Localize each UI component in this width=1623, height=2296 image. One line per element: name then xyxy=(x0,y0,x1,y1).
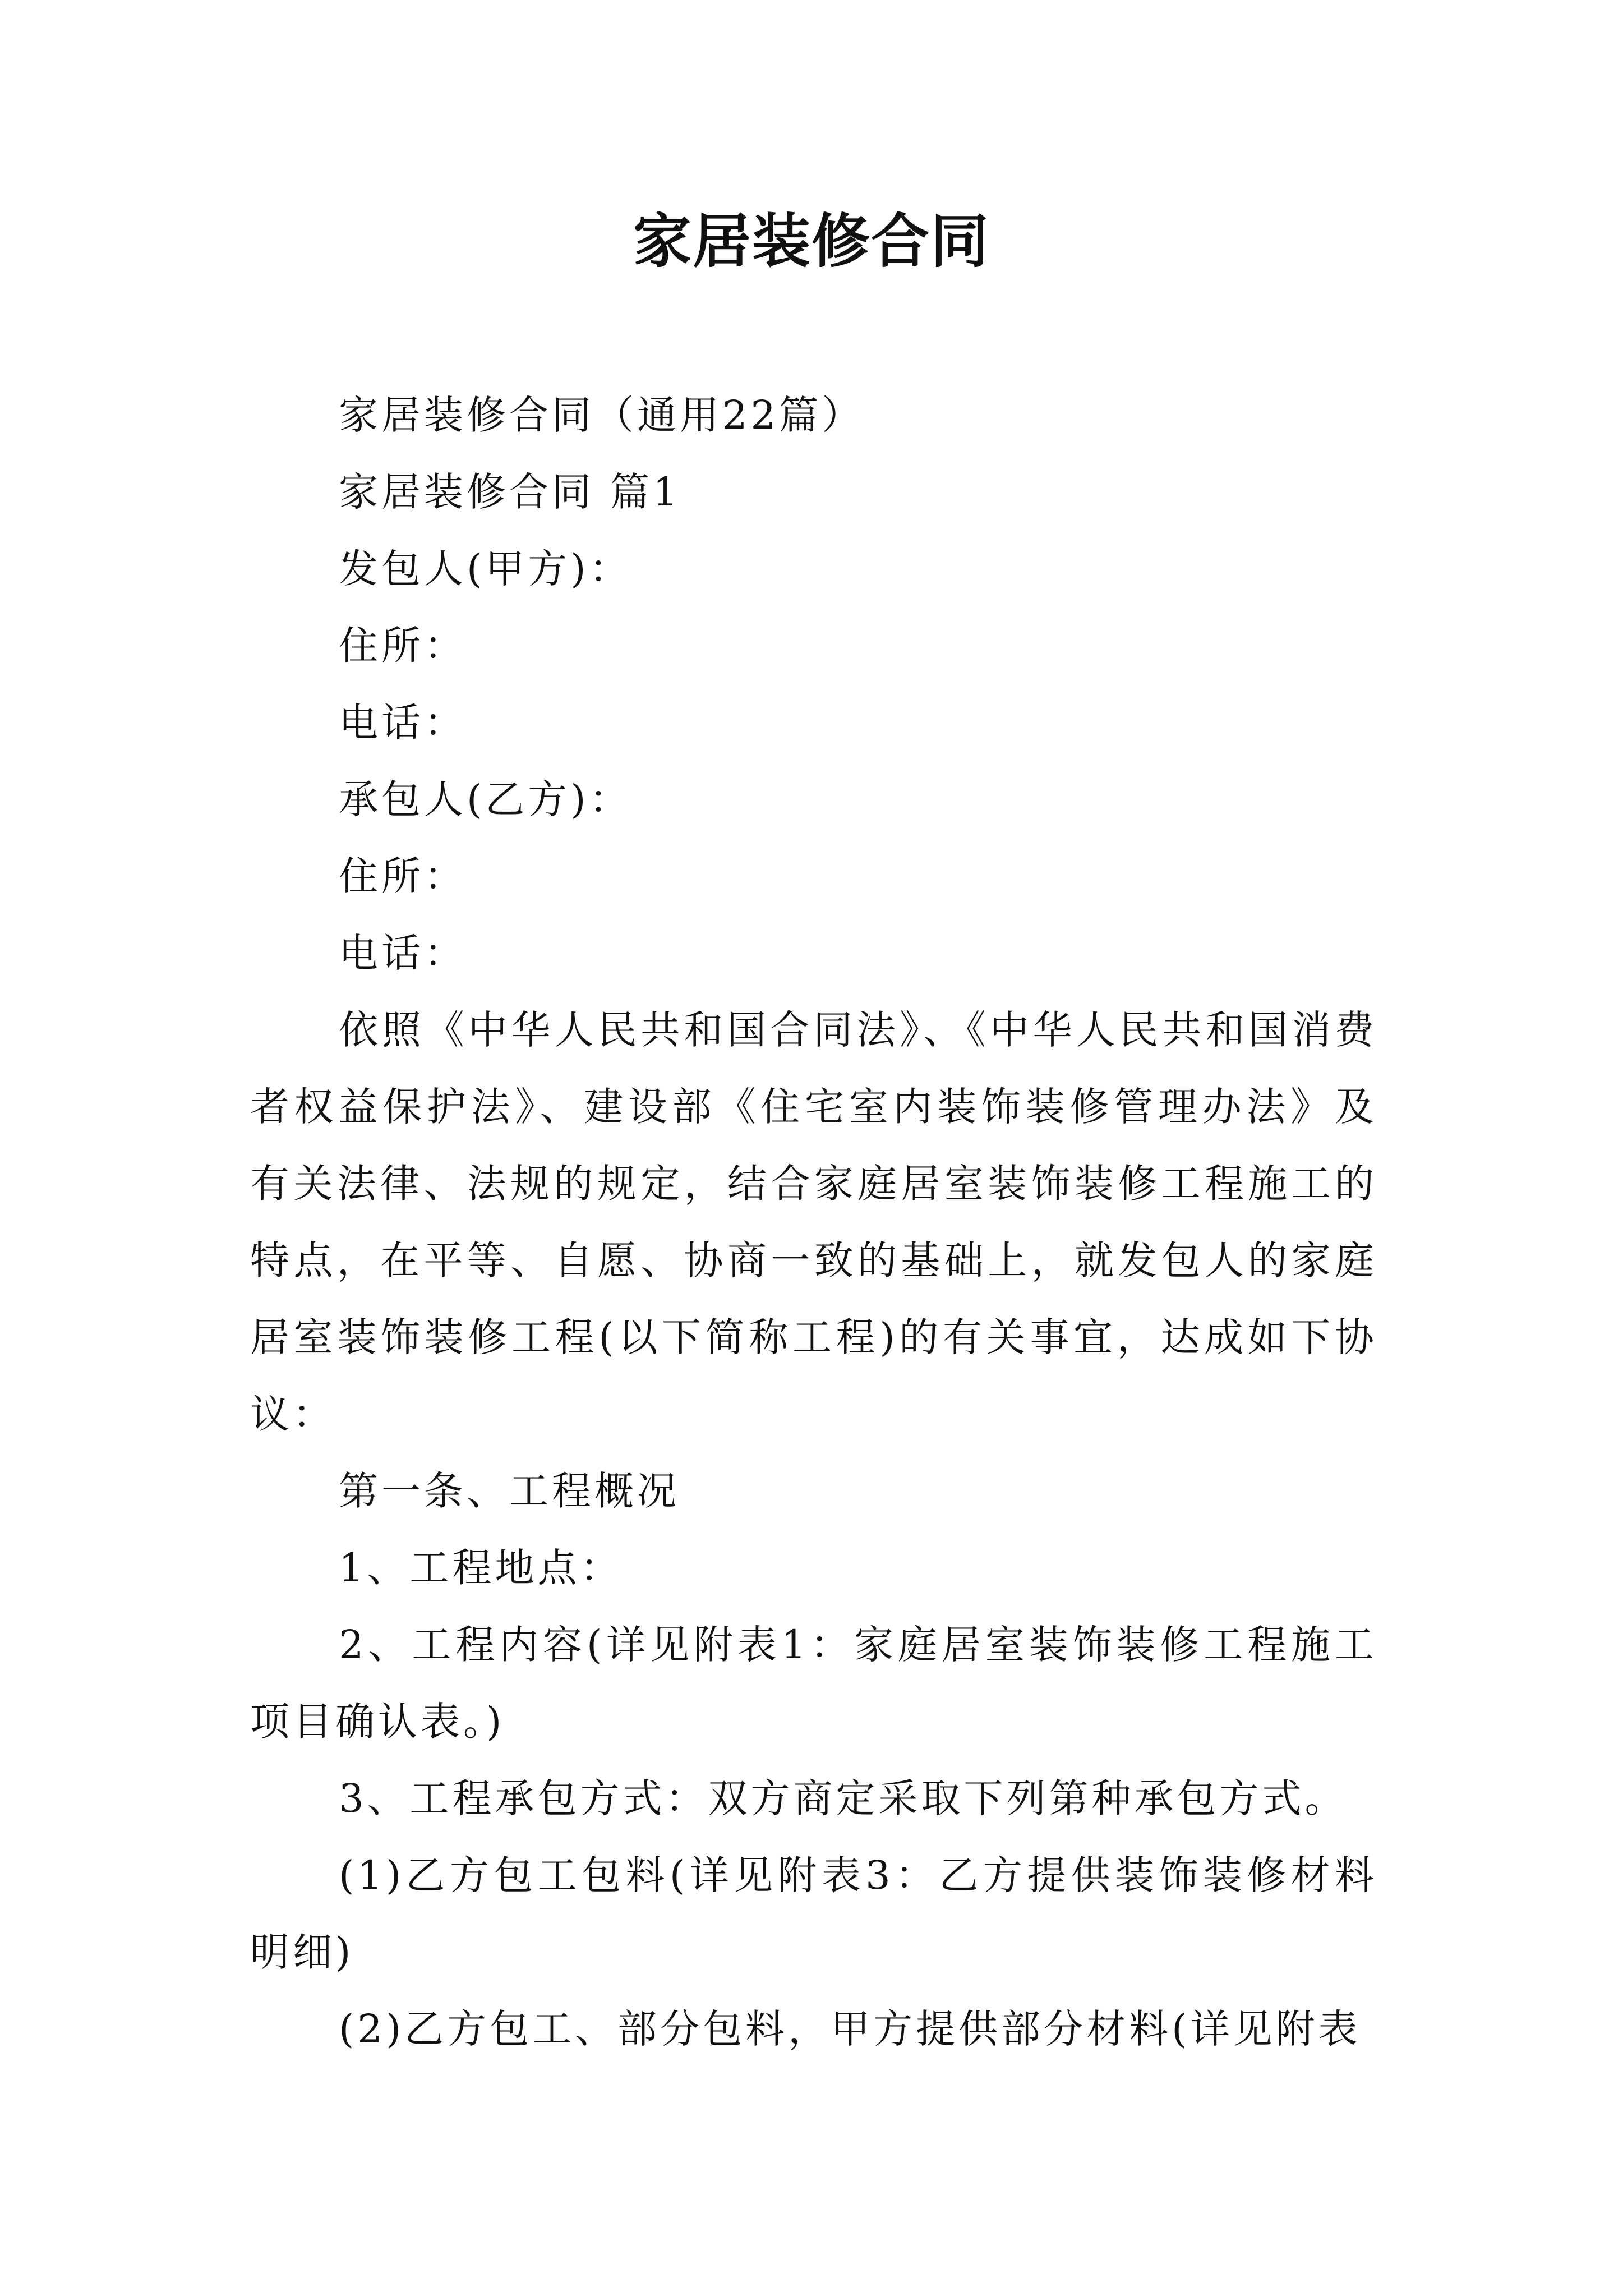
paragraph-option-1: (1)乙方包工包料(详见附表3：乙方提供装饰装修材料明细) xyxy=(250,1852,1377,1975)
paragraph-party-a-phone: 电话： xyxy=(339,700,467,746)
paragraph-contract-method: 3、工程承包方式：双方商定采取下列第种承包方式。 xyxy=(339,1775,1348,1821)
paragraph-legal-basis: 依照《中华人民共和国合同法》、《中华人民共和国消费者权益保护法》、建设部《住宅室内装饰装修管理办法》及有关法律、法规的规定，结合家庭居室装饰装修工程施工的特点，在平等、自愿、协商一致的基础上，就发包人的家庭居室装饰装修工程(以下简称工程)的有关事宜，达成如下协议： xyxy=(250,1007,1377,1437)
document-title: 家居装修合同 xyxy=(633,206,990,275)
paragraph-project-location: 1、工程地点： xyxy=(339,1545,623,1591)
paragraph-party-a: 发包人(甲方)： xyxy=(339,546,632,592)
paragraph-option-2: (2)乙方包工、部分包料，甲方提供部分材料(详见附表 xyxy=(339,2006,1361,2052)
paragraph-section-heading: 家居装修合同 篇1 xyxy=(339,469,681,515)
paragraph-project-content: 2、工程内容(详见附表1：家庭居室装饰装修工程施工项目确认表。) xyxy=(250,1622,1377,1745)
paragraph-subtitle: 家居装修合同（通用22篇） xyxy=(339,392,865,438)
paragraph-party-b-address: 住所： xyxy=(339,853,467,899)
document-body xyxy=(250,377,1377,2068)
paragraph-party-b-phone: 电话： xyxy=(339,930,467,976)
paragraph-party-a-address: 住所： xyxy=(339,623,467,669)
paragraph-article-1-heading: 第一条、工程概况 xyxy=(339,1468,680,1514)
paragraph-party-b: 承包人(乙方)： xyxy=(339,776,632,822)
